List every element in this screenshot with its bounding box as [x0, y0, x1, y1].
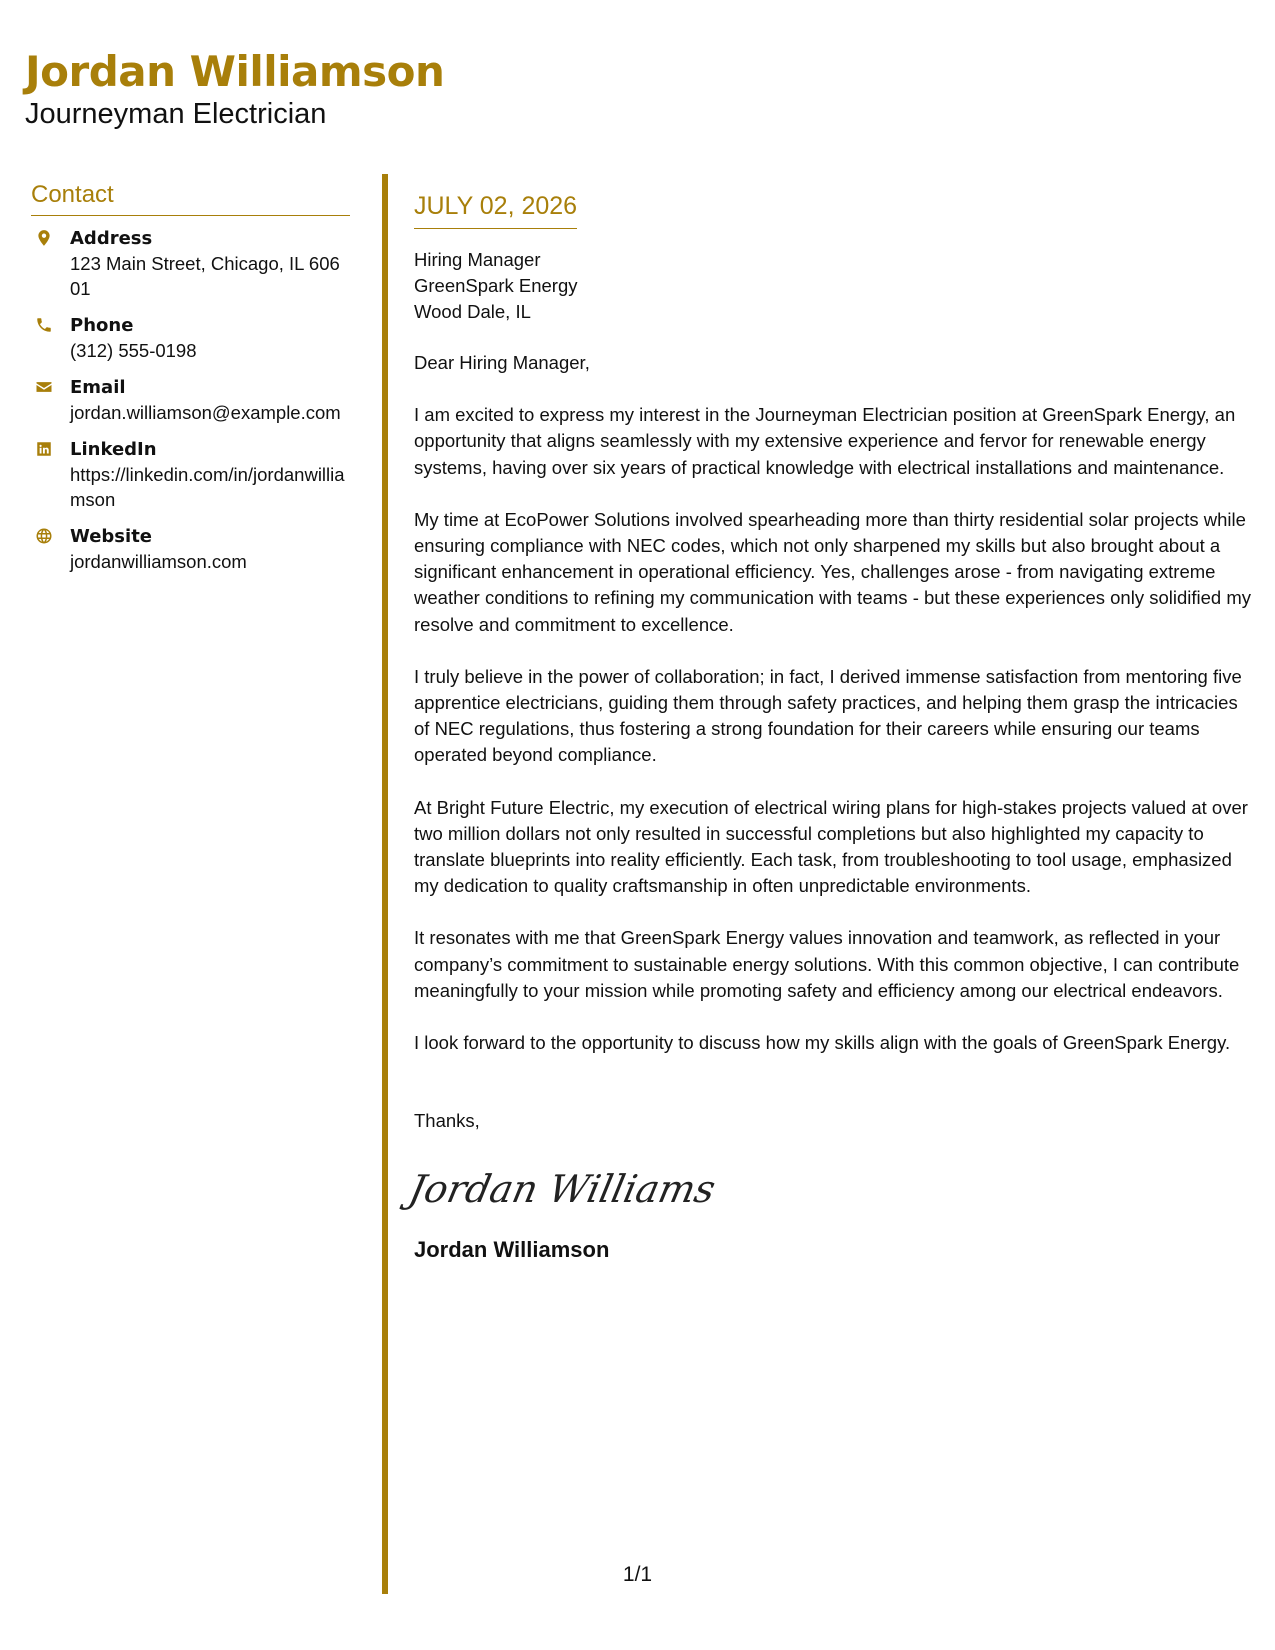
closing: Thanks,	[414, 1110, 480, 1132]
page-number: 1/1	[622, 1563, 653, 1586]
handwritten-signature	[404, 1160, 1256, 1216]
globe-icon	[34, 526, 54, 546]
letter-paragraph: I am excited to express my interest in the Journeyman Electrician position at GreenSpark Energy, an opportunity that aligns seamlessly with my extensive experience and fervor for renewable energy systems, having over six years of practical knowledge with electrical installations and maintenance.	[414, 404, 1236, 478]
address-value: 123 Main Street, Chicago, IL 60601	[70, 253, 340, 299]
phone-value: (312) 555-0198	[70, 340, 197, 361]
linkedin-icon	[34, 439, 54, 459]
cover-letter	[404, 190, 1256, 1264]
letter-paragraph: At Bright Future Electric, my execution of electrical wiring plans for high-stakes projects valued at over two million dollars not only resulted in successful completions but also highlighted my capacity to translate blueprints into reality efficiently. Each task, from troubleshooting to tool usage, emphasized my dedication to quality craftsmanship in often unpredictable environments.	[414, 796, 1248, 897]
contact-label: Phone	[70, 315, 134, 336]
contact-label: Address	[70, 228, 153, 249]
letter-paragraph: It resonates with me that GreenSpark Energy values innovation and teamwork, as reflected in your company’s commitment to sustainable energy solutions. With this common objective, I can contribute meaningfully to your mission while promoting safety and efficiency among our electrical endeavors.	[414, 927, 1240, 1001]
recipient-block	[414, 247, 1256, 325]
contact-heading: Contact	[31, 180, 350, 216]
letter-paragraph: I look forward to the opportunity to discuss how my skills align with the goals of GreenSpark Energy.	[414, 1032, 1231, 1054]
contact-item-address	[31, 226, 350, 301]
linkedin-link[interactable]: https://linkedin.com/in/jordanwilliamson	[70, 464, 345, 510]
email-link[interactable]: jordan.williamson@example.com	[70, 402, 341, 423]
signer-name: Jordan Williamson	[414, 1237, 610, 1263]
job-title: Journeyman Electrician	[25, 98, 327, 130]
contact-label: Email	[70, 377, 126, 398]
vertical-divider	[382, 174, 388, 1594]
recipient-company: GreenSpark Energy	[414, 275, 578, 296]
contact-item-phone	[31, 313, 350, 363]
salutation: Dear Hiring Manager,	[414, 352, 590, 373]
letter-paragraph: I truly believe in the power of collaboration; in fact, I derived immense satisfaction from mentoring five apprentice electricians, guiding them through safety practices, and helping them grasp the intricacies of NEC regulations, thus fostering a strong foundation for their careers while ensuring our teams operated beyond compliance.	[414, 665, 1242, 766]
contact-label: Website	[70, 526, 153, 547]
phone-icon	[34, 315, 54, 335]
letter-date: JULY 02, 2026	[414, 190, 577, 229]
website-link[interactable]: jordanwilliamson.com	[70, 551, 247, 572]
contact-item-website	[31, 524, 350, 574]
recipient-location: Wood Dale, IL	[414, 301, 531, 322]
contact-sidebar	[31, 180, 350, 586]
letter-paragraph: My time at EcoPower Solutions involved spearheading more than thirty residential solar projects while ensuring compliance with NEC codes, which not only sharpened my skills but also brought about a significant enhancement in operational efficiency. Yes, challenges arose - from navigating extreme weather conditions to refining my communication with teams - but these experiences only solidified my resolve and commitment to excellence.	[414, 508, 1252, 635]
map-pin-icon	[34, 228, 54, 248]
svg-text:Jordan Williams: Jordan Williams	[404, 1167, 720, 1213]
candidate-name: Jordan Williamson	[25, 47, 445, 96]
contact-item-linkedin	[31, 437, 350, 512]
contact-label: LinkedIn	[70, 439, 157, 460]
recipient-name: Hiring Manager	[414, 249, 541, 270]
contact-item-email	[31, 375, 350, 425]
envelope-icon	[34, 377, 54, 397]
